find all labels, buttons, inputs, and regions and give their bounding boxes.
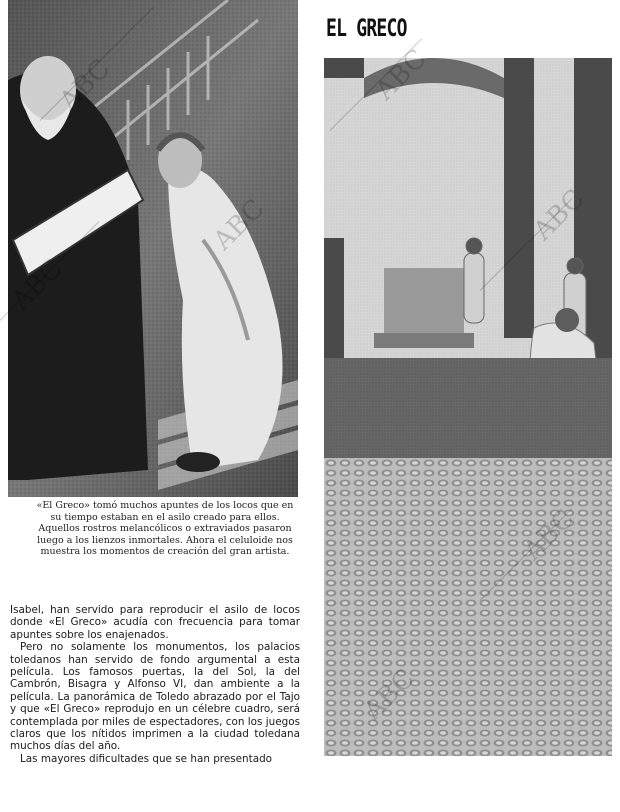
photo-el-greco-sketching	[8, 0, 298, 497]
body-paragraph: Pero no solamente los monumentos, los palacios toledanos han servido de fondo argumental a esta película. Los famosos puertas, la del Sol, la del Cambrón, Bisagra y Alfonso VI, dan ambiente a la película. La panorámica de Toledo abrazado por el Tajo y que «El Greco» reprodujo en un célebre cuadro, será contemplada por miles de espectadores, con los juegos claros que los nítidos imprimen a la ciudad toledana muchos días del año.	[10, 641, 300, 753]
page-title: EL GRECO	[326, 14, 407, 42]
photo-caption: «El Greco» tomó muchos apuntes de los locos que en su tiempo estaban en el asilo creado para ellos. Aquellos rostros melancólicos o extraviados pasaron luego a los lienzos inmortales. Ahora el celuloide nos muestra los momentos de creación del gran artista.	[36, 500, 294, 557]
body-paragraph: Isabel, han servido para reproducir el asilo de locos donde «El Greco» acudía con frecuencia para tomar apuntes sobre los enajenados.	[10, 604, 300, 641]
photo-el-greco-sketching-graphic	[8, 0, 298, 497]
body-paragraph: Las mayores dificultades que se han presentado	[20, 752, 273, 765]
photo-asylum-courtyard-graphic	[324, 58, 612, 756]
article-body	[10, 604, 300, 765]
photo-asylum-courtyard	[324, 58, 612, 756]
